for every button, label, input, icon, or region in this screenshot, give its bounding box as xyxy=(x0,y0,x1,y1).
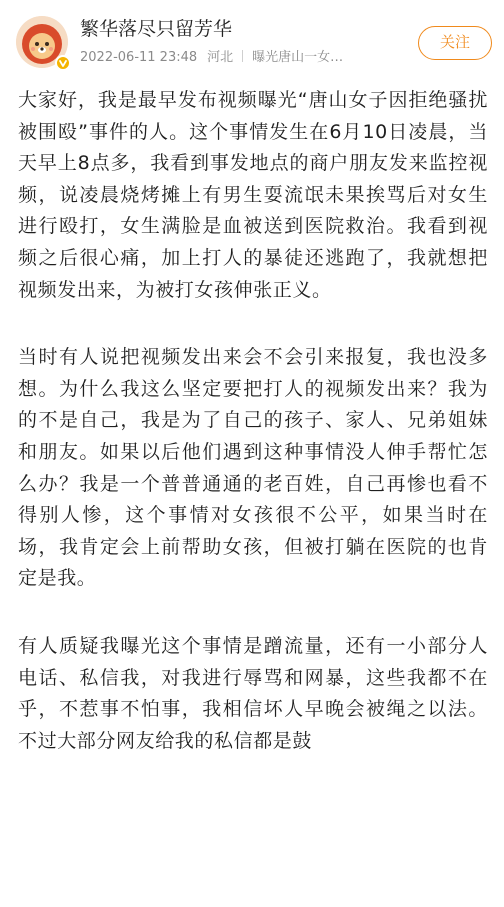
article-paragraph: 大家好，我是最早发布视频曝光“唐山女子因拒绝骚扰被围殴”事件的人。这个事情发生在6月10日凌晨，当天早上8点多，我看到事发地点的商户朋友发来监控视频，说凌晨烧烤摊上有男生耍流氓未果挨骂后对女生进行殴打，女生满脸是血被送到医院救治。我看到视频之后很心痛，加上打人的暴徒还逃跑了，我就想把视频发出来，为被打女孩伸张正义。 xyxy=(18,89,488,301)
post-meta xyxy=(80,48,343,68)
post-datetime: 2022-06-11 23:48 xyxy=(80,50,198,65)
article-body xyxy=(18,85,488,793)
article-paragraph: 有人质疑我曝光这个事情是蹭流量，还有一小部分人电话、私信我，对我进行辱骂和网暴，这些我都不在乎，不惹事不怕事，我相信坏人早晚会被绳之以法。不过大部分网友给我的私信都是鼓 xyxy=(18,634,488,752)
vip-badge-icon xyxy=(55,55,71,71)
post-location: 河北 xyxy=(207,50,234,65)
username[interactable]: 繁华落尽只留芳华 xyxy=(80,18,233,40)
meta-divider xyxy=(242,50,243,62)
follow-button[interactable]: 关注 xyxy=(418,26,492,60)
post-header xyxy=(0,0,504,78)
post-source[interactable]: 曝光唐山一女… xyxy=(252,50,344,65)
article-paragraph: 当时有人说把视频发出来会不会引来报复，我也没多想。为什么我这么坚定要把打人的视频发出来？我为的不是自己，我是为了自己的孩子、家人、兄弟姐妹和朋友。如果以后他们遇到这种事情没人伸手帮忙怎么办？我是一个普普通通的老百姓，自己再惨也看不得别人惨，这个事情对女孩很不公平，如果当时在场，我肯定会上前帮助女孩，但被打躺在医院的也肯定是我。 xyxy=(18,346,488,590)
